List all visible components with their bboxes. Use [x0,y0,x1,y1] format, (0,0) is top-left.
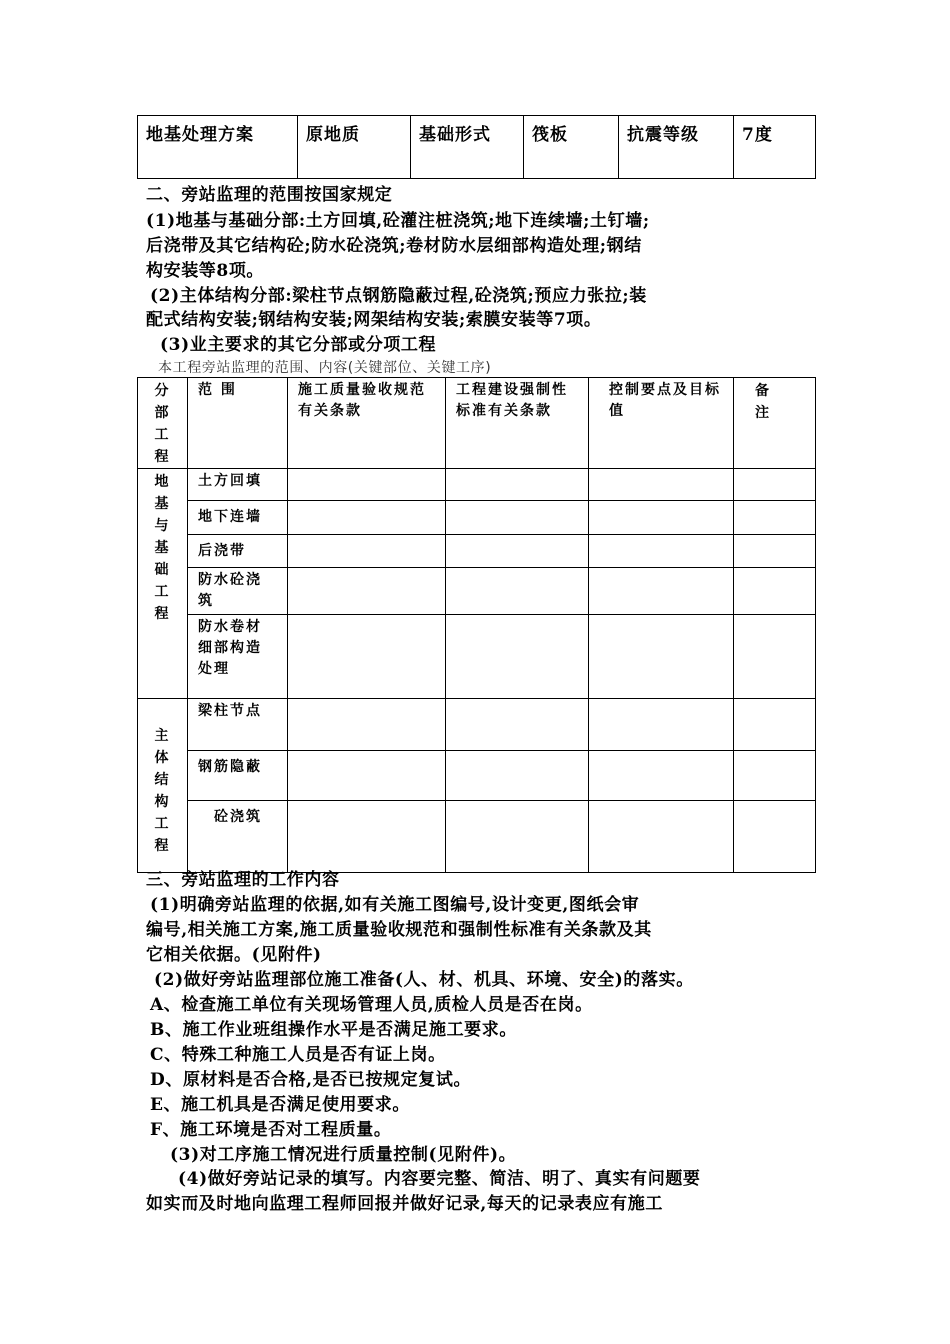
section3-item-d: D、原材料是否合格,是否已按规定复试。 [150,1070,472,1090]
scope-cell: 后浇带 [188,535,288,568]
empty-cell[interactable] [446,535,589,568]
section2-p1-line1: (1)地基与基础分部:土方回填,砼灌注桩浇筑;地下连续墙;土钉墙; [146,211,650,231]
section3-heading: 三、旁站监理的工作内容 [146,870,340,890]
section3-p4-line1: (4)做好旁站记录的填写。内容要完整、简洁、明了、真实有问题要 [178,1169,701,1189]
empty-cell[interactable] [288,469,446,501]
foundation-treatment-value: 原地质 [298,116,411,179]
foundation-type-value: 筏板 [524,116,619,179]
scope-cell: 防水砼浇筑 [188,568,288,615]
table-row [138,501,816,535]
empty-cell[interactable] [288,801,446,873]
empty-cell[interactable] [589,699,734,751]
empty-cell[interactable] [589,535,734,568]
section3-item-a: A、检查施工单位有关现场管理人员,质检人员是否在岗。 [150,995,593,1015]
header-scope: 范 围 [188,378,288,469]
empty-cell[interactable] [446,751,589,801]
empty-cell[interactable] [589,469,734,501]
empty-cell[interactable] [734,469,816,501]
section3-item-e: E、施工机具是否满足使用要求。 [150,1095,410,1115]
table-row [138,615,816,699]
empty-cell[interactable] [589,751,734,801]
empty-cell[interactable] [288,568,446,615]
table-row [138,699,816,751]
section2-heading: 二、旁站监理的范围按国家规定 [146,185,393,205]
empty-cell[interactable] [288,501,446,535]
empty-cell[interactable] [734,535,816,568]
foundation-treatment-label: 地基处理方案 [138,116,298,179]
section2-p3: (3)业主要求的其它分部或分项工程 [160,335,437,355]
section2-p2-line1: (2)主体结构分部:梁柱节点钢筋隐蔽过程,砼浇筑;预应力张拉;装 [150,286,647,306]
table-row [138,801,816,873]
empty-cell[interactable] [734,751,816,801]
empty-cell[interactable] [446,699,589,751]
empty-cell[interactable] [589,568,734,615]
table-row [138,469,816,501]
empty-cell[interactable] [589,501,734,535]
header-mandatory-standard: 工程建设强制性标准有关条款 [446,378,589,469]
empty-cell[interactable] [734,568,816,615]
group-foundation-label: 地 基 与 基 础 工 程 [138,469,188,699]
empty-cell[interactable] [734,501,816,535]
scope-cell: 地下连墙 [188,501,288,535]
table-header-row [138,378,816,469]
section3-item-b: B、施工作业班组操作水平是否满足施工要求。 [150,1020,517,1040]
foundation-type-label: 基础形式 [411,116,524,179]
table-row [138,568,816,615]
scope-cell: 砼浇筑 [188,801,288,873]
scope-cell: 梁柱节点 [188,699,288,751]
empty-cell[interactable] [288,751,446,801]
section3-p3: (3)对工序施工情况进行质量控制(见附件)。 [170,1145,517,1165]
table-caption: 本工程旁站监理的范围、内容(关键部位、关键工序) [158,360,492,376]
empty-cell[interactable] [446,568,589,615]
seismic-grade-label: 抗震等级 [619,116,734,179]
empty-cell[interactable] [446,615,589,699]
table-row [138,751,816,801]
supervision-scope-table [137,377,816,873]
section2-p1-line2: 后浇带及其它结构砼;防水砼浇筑;卷材防水层细部构造处理;钢结 [146,236,642,256]
table-row [138,535,816,568]
empty-cell[interactable] [589,615,734,699]
section3-p1-line3: 它相关依据。(见附件) [146,945,322,965]
scope-cell: 防水卷材细部构造处理 [188,615,288,699]
section3-p1-line2: 编号,相关施工方案,施工质量验收规范和强制性标准有关条款及其 [146,920,652,940]
section3-p2: (2)做好旁站监理部位施工准备(人、材、机具、环境、安全)的落实。 [154,970,694,990]
empty-cell[interactable] [446,469,589,501]
foundation-info-table [137,115,816,179]
empty-cell[interactable] [288,615,446,699]
scope-cell: 钢筋隐蔽 [188,751,288,801]
section3-p4-line2: 如实而及时地向监理工程师回报并做好记录,每天的记录表应有施工 [146,1194,663,1214]
scope-cell: 土方回填 [188,469,288,501]
empty-cell[interactable] [288,535,446,568]
header-acceptance-spec: 施工质量验收规范有关条款 [288,378,446,469]
empty-cell[interactable] [734,801,816,873]
empty-cell[interactable] [288,699,446,751]
header-division: 分 部 工 程 [138,378,188,469]
section3-item-f: F、施工环境是否对工程质量。 [150,1120,392,1140]
section3-p1-line1: (1)明确旁站监理的依据,如有关施工图编号,设计变更,图纸会审 [150,895,640,915]
header-remarks: 备 注 [734,378,816,469]
empty-cell[interactable] [734,615,816,699]
empty-cell[interactable] [734,699,816,751]
empty-cell[interactable] [589,801,734,873]
empty-cell[interactable] [446,801,589,873]
group-main-structure-label: 主 体 结 构 工 程 [138,699,188,873]
seismic-grade-value: 7度 [734,116,816,179]
section3-item-c: C、特殊工种施工人员是否有证上岗。 [150,1045,446,1065]
section2-p2-line2: 配式结构安装;钢结构安装;网架结构安装;索膜安装等7项。 [146,310,602,330]
header-control-points: 控制要点及目标值 [589,378,734,469]
section2-p1-line3: 构安装等8项。 [146,261,265,281]
empty-cell[interactable] [446,501,589,535]
